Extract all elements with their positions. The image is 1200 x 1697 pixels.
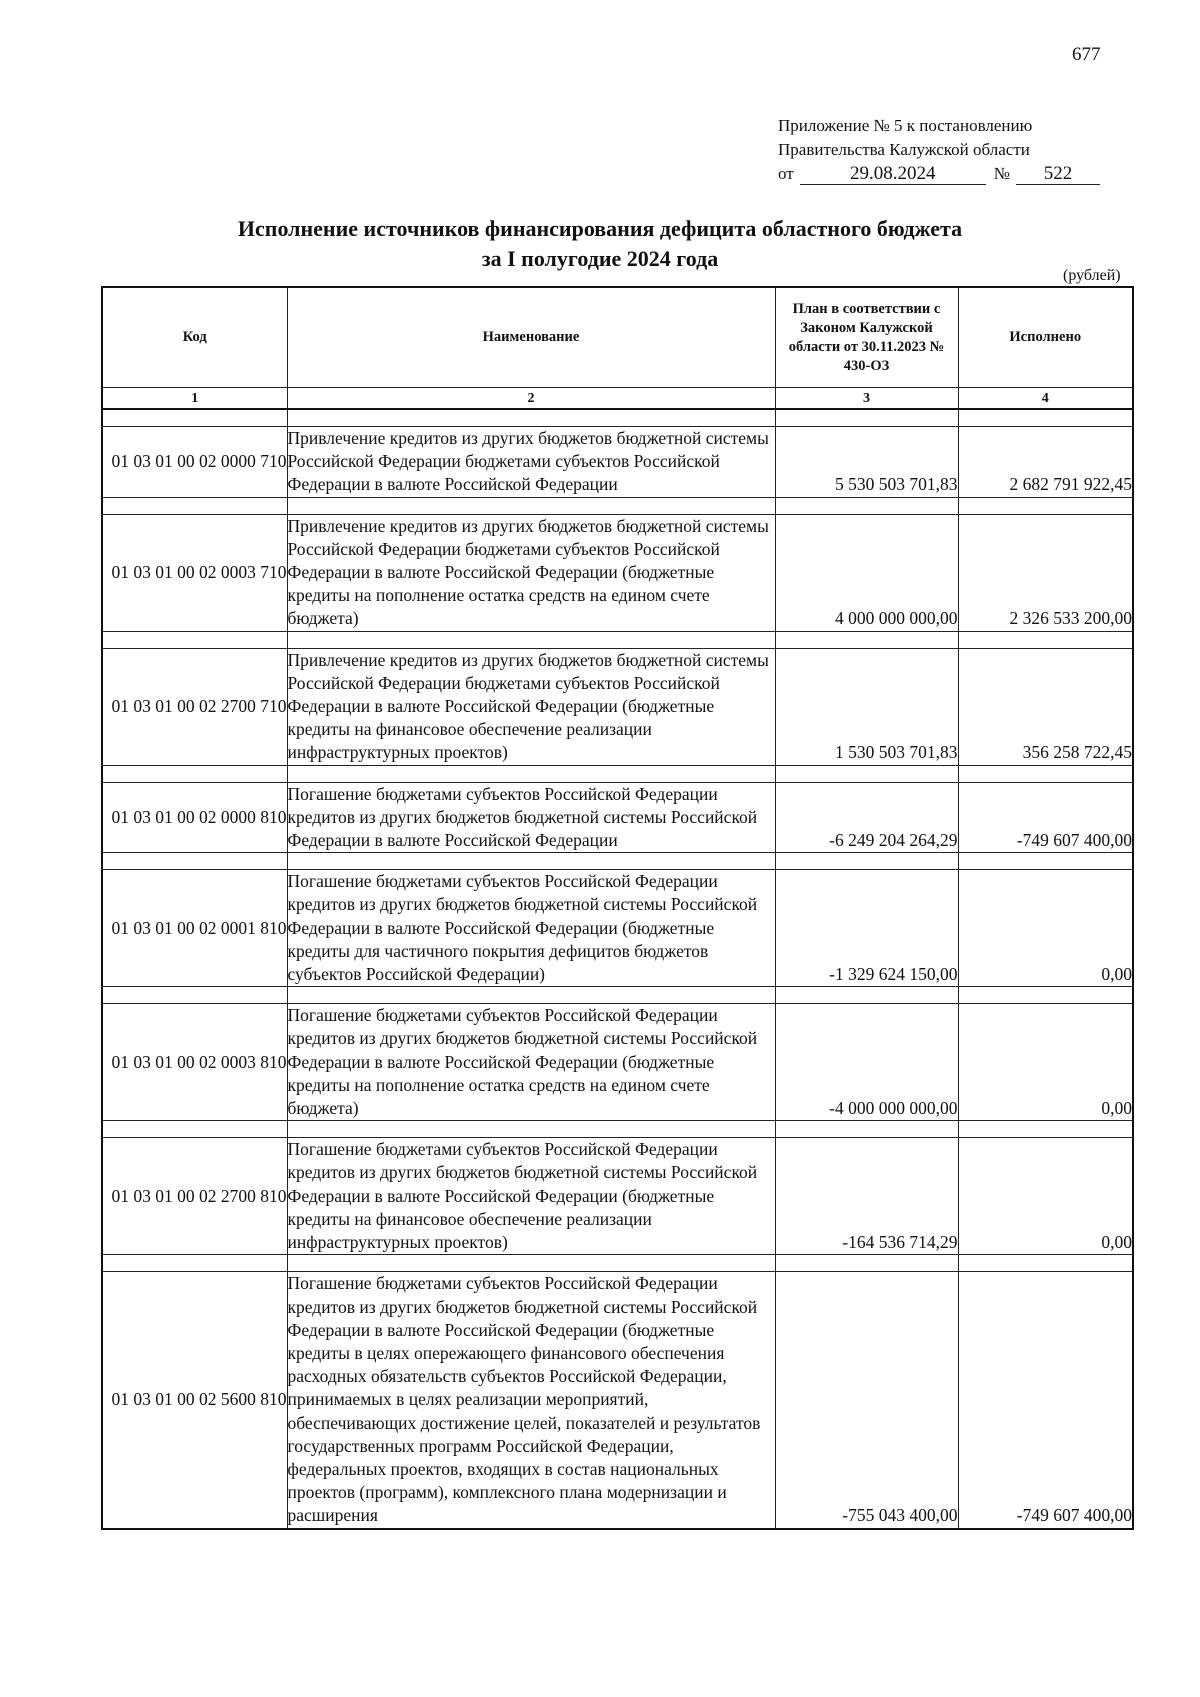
row-plan: 4 000 000 000,00 (775, 514, 958, 631)
table-row (102, 1004, 1133, 1121)
spacer-row (102, 631, 1133, 648)
row-code: 01 03 01 00 02 5600 810 (102, 1272, 287, 1529)
column-number: 1 (102, 388, 287, 410)
spacer-row (102, 1121, 1133, 1138)
page-number: 677 (1072, 44, 1101, 65)
row-code: 01 03 01 00 02 0003 710 (102, 514, 287, 631)
row-executed: 0,00 (958, 1004, 1133, 1121)
approval-block (778, 114, 1100, 186)
row-plan: -4 000 000 000,00 (775, 1004, 958, 1121)
row-name: Погашение бюджетами субъектов Российской Федерации кредитов из других бюджетов бюджетной системы Российской Федерации в валюте Российской Федерации (бюджетные кредиты в целях опережающего финансового обеспечения расходных обязательств субъектов Российской Федерации, принимаемых в целях реализации мероприятий, обеспечивающих достижение целей, показателей и результатов государственных программ Российской Федерации, федеральных проектов, входящих в состав национальных проектов (программ), комплексного плана модернизации и расширения (287, 1272, 775, 1529)
row-executed: 2 682 791 922,45 (958, 427, 1133, 498)
row-name: Погашение бюджетами субъектов Российской Федерации кредитов из других бюджетов бюджетной системы Российской Федерации в валюте Российской Федерации (бюджетные кредиты на финансовое обеспечение реализации инфраструктурных проектов) (287, 1138, 775, 1255)
row-name: Привлечение кредитов из других бюджетов бюджетной системы Российской Федерации бюджетами субъектов Российской Федерации в валюте Российской Федерации (287, 427, 775, 498)
row-executed: 0,00 (958, 870, 1133, 987)
row-name: Погашение бюджетами субъектов Российской Федерации кредитов из других бюджетов бюджетной системы Российской Федерации в валюте Российской Федерации (бюджетные кредиты для частичного покрытия дефицитов бюджетов субъектов Российской Федерации) (287, 870, 775, 987)
table-header-row (102, 287, 1133, 388)
header-name: Наименование (287, 287, 775, 388)
budget-table (101, 286, 1134, 1530)
row-code: 01 03 01 00 02 2700 810 (102, 1138, 287, 1255)
approval-date: 29.08.2024 (800, 164, 986, 185)
row-name: Привлечение кредитов из других бюджетов бюджетной системы Российской Федерации бюджетами субъектов Российской Федерации в валюте Российской Федерации (бюджетные кредиты на пополнение остатка средств на едином счете бюджета) (287, 514, 775, 631)
units-label: (рублей) (1063, 267, 1121, 284)
title-line-1: Исполнение источников финансирования дефицита областного бюджета (237, 216, 963, 241)
row-executed: -749 607 400,00 (958, 782, 1133, 853)
spacer-row (102, 1255, 1133, 1272)
column-number: 4 (958, 388, 1133, 410)
table-row (102, 782, 1133, 853)
table-row (102, 648, 1133, 765)
row-name: Погашение бюджетами субъектов Российской Федерации кредитов из других бюджетов бюджетной системы Российской Федерации в валюте Российской Федерации (287, 782, 775, 853)
approval-line-1: Приложение № 5 к постановлению (778, 116, 1033, 135)
row-code: 01 03 01 00 02 0000 810 (102, 782, 287, 853)
header-code: Код (102, 287, 287, 388)
column-number: 3 (775, 388, 958, 410)
document-title (120, 214, 1080, 274)
row-code: 01 03 01 00 02 2700 710 (102, 648, 287, 765)
row-code: 01 03 01 00 02 0000 710 (102, 427, 287, 498)
spacer-row (102, 987, 1133, 1004)
table-row (102, 870, 1133, 987)
table-row (102, 1272, 1133, 1529)
spacer-row (102, 853, 1133, 870)
table-row (102, 427, 1133, 498)
from-label: от (778, 164, 794, 183)
table-row (102, 514, 1133, 631)
title-line-2: за I полугодие 2024 года (481, 246, 719, 271)
row-code: 01 03 01 00 02 0003 810 (102, 1004, 287, 1121)
row-plan: -755 043 400,00 (775, 1272, 958, 1529)
row-plan: 1 530 503 701,83 (775, 648, 958, 765)
spacer-row (102, 409, 1133, 427)
spacer-row (102, 497, 1133, 514)
header-executed: Исполнено (958, 287, 1133, 388)
approval-line-2: Правительства Калужской области (778, 140, 1030, 159)
header-plan: План в соответствии с Законом Калужской области от 30.11.2023 № 430-ОЗ (775, 287, 958, 388)
row-plan: -164 536 714,29 (775, 1138, 958, 1255)
approval-number: 522 (1016, 164, 1100, 185)
row-plan: -1 329 624 150,00 (775, 870, 958, 987)
spacer-row (102, 765, 1133, 782)
row-plan: 5 530 503 701,83 (775, 427, 958, 498)
row-name: Погашение бюджетами субъектов Российской Федерации кредитов из других бюджетов бюджетной системы Российской Федерации в валюте Российской Федерации (бюджетные кредиты на пополнение остатка средств на едином счете бюджета) (287, 1004, 775, 1121)
column-number-row (102, 388, 1133, 410)
row-code: 01 03 01 00 02 0001 810 (102, 870, 287, 987)
table-row (102, 1138, 1133, 1255)
approval-date-line (778, 162, 1100, 186)
row-name: Привлечение кредитов из других бюджетов бюджетной системы Российской Федерации бюджетами субъектов Российской Федерации в валюте Российской Федерации (бюджетные кредиты на финансовое обеспечение реализации инфраструктурных проектов) (287, 648, 775, 765)
row-executed: 2 326 533 200,00 (958, 514, 1133, 631)
column-number: 2 (287, 388, 775, 410)
row-executed: 0,00 (958, 1138, 1133, 1255)
number-label: № (993, 164, 1010, 183)
row-executed: 356 258 722,45 (958, 648, 1133, 765)
row-executed: -749 607 400,00 (958, 1272, 1133, 1529)
row-plan: -6 249 204 264,29 (775, 782, 958, 853)
